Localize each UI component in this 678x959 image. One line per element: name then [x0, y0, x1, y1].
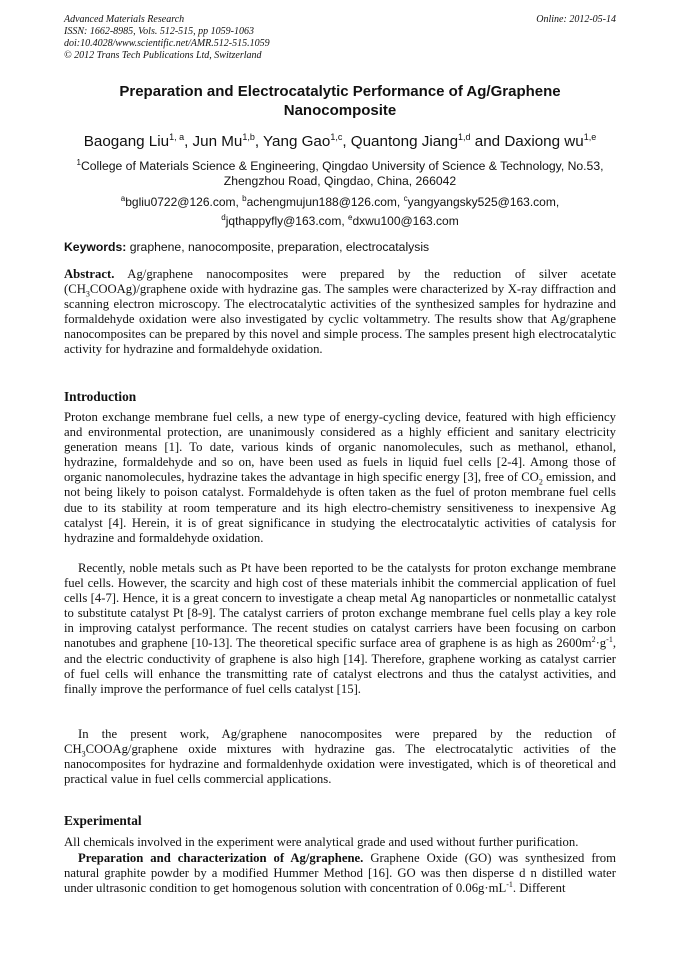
keywords-text: graphene, nanocomposite, preparation, electrocatalysis [129, 240, 430, 254]
email-mark: e [348, 213, 353, 222]
abstract-subscript: 3 [85, 289, 90, 299]
email-link[interactable]: achengmujun188@126.com [246, 195, 397, 209]
author-name: Quantong Jiang [350, 133, 459, 151]
experimental-paragraph-2 [64, 851, 616, 896]
journal-issn: ISSN: 1662-8985, Vols. 512-515, pp 1059-1063 [64, 26, 254, 37]
journal-header [64, 14, 616, 62]
author-affil-mark: 1, a [169, 132, 185, 142]
author-list [40, 127, 640, 152]
journal-copyright: © 2012 Trans Tech Publications Ltd, Switzerland [64, 50, 262, 61]
author-affil-mark: 1,d [458, 132, 471, 142]
abstract-label: Abstract. [64, 267, 115, 281]
author-separator: , [184, 133, 193, 151]
paragraph-text: Proton exchange membrane fuel cells, a new type of energy-cycling device, featured with high efficiency and environmental protection, are unanimously considered as a highly efficient and sanitary electricity generation means [1]. To date, various kinds of organic nanomolecules, such as methanol, ethanol, hydrazine, formaldehyde and so on, have been used as fuels in liquid fuel cells [2-4]. Among those of organic nanomolecules, hydrazine takes the advantage in high specific energy [3], free of CO [64, 410, 616, 485]
affiliation-text: College of Materials Science & Engineering, Qingdao University of Science & Technology, No.53, Zhengzhou Road, Qingdao, China, 266042 [80, 159, 604, 189]
paragraph-superscript: -1 [506, 879, 513, 889]
paragraph-text: Recently, noble metals such as Pt have been reported to be the catalysts for proton exchange membrane fuel cells. However, the scarcity and high cost of these materials inhibit the commercial application of fuel cells [4-7]. Hence, it is a great concern to investigate a cheap metal Ag nanoparticles or nonmetallic catalyst to substitute catalyst Pt [8-9]. The catalyst carriers of proton exchange membrane fuel cells play a key role in improving catalyst performance. The recent studies on catalyst carriers have been focusing on carbon nanotubes and graphene [10-13]. The theoretical specific surface area of graphene is as high as 2600m [64, 561, 616, 651]
email-link[interactable]: dxwu100@163.com [352, 214, 459, 228]
paragraph-superscript: -1 [606, 635, 613, 645]
experimental-paragraph-1: All chemicals involved in the experiment were analytical grade and used without further purification. [64, 835, 579, 849]
introduction-paragraph-3 [64, 727, 616, 787]
paragraph-text: ·g [595, 636, 607, 651]
author-separator: , [254, 133, 264, 151]
email-link[interactable]: yangyangsky525@163.com [407, 195, 556, 209]
abstract-text: COOAg)/graphene oxide with hydrazine gas. The samples were characterized by X-ray diffraction and scanning electron microscopy. The electrocatalytic activities of the synthesized samples for hydrazine and formaldehyde oxidation were also investigated by cyclic voltammetry. The results show that Ag/graphene nanocomposites can be prepared by this novel and simple process. The samples present high electrocatalytic activity for hydrazine and formaldehyde oxidation. [64, 282, 616, 357]
section-heading-experimental: Experimental [64, 813, 142, 828]
email-list: $^a$bgliu0722@126.com, $^b$achengmujun188@126.com, $^c$yangyangsky525@163.com, $^d$jqthappyfly@163.com, $^e$dxwu100@163.com [120, 194, 560, 228]
author-affil-mark: 1,e [583, 132, 597, 142]
author-affil-mark: 1,c [330, 132, 343, 142]
affiliation-mark: 1 [76, 158, 81, 167]
email-mark: c [403, 194, 408, 203]
online-date: Online: 2012-05-14 [536, 14, 616, 25]
email-link[interactable]: jqthappyfly@163.com [225, 214, 342, 228]
journal-name: Advanced Materials Research [64, 14, 185, 25]
paragraph-superscript: 2 [591, 635, 596, 645]
author-separator: , [342, 133, 351, 151]
keywords [64, 240, 616, 255]
author-name: Daxiong wu [504, 133, 584, 151]
journal-doi: doi:10.4028/www.scientific.net/AMR.512-515.1059 [64, 38, 270, 49]
author-name: Baogang Liu [83, 133, 170, 151]
paragraph-text: emission, and not being likely to poison catalyst. Formaldehyde is often taken as the fuel of proton membrane fuel cells due to its stability at room temperature and its high electro-chemistry sensitiveness to inexpensive Ag catalyst [4]. Herein, it is of great significance in studying the electrocatalytic activities of catalysis for hydrazine and formaldehyde oxidation. [64, 470, 616, 545]
email-mark: b [242, 194, 247, 203]
paragraph-subscript: 3 [81, 749, 86, 759]
author-name: Jun Mu [192, 133, 243, 151]
keywords-label: Keywords: [64, 240, 127, 254]
paragraph-subscript: 2 [538, 477, 543, 487]
subsection-label: Preparation and characterization of Ag/graphene. [78, 851, 364, 865]
author-affil-mark: 1,b [242, 132, 255, 142]
paragraph-text: , and the electric conductivity of graphene is also high [14]. Therefore, graphene working as catalyst carrier of fuel cells will enhance the transmitting rate of catalyst electrons and thus the catalyst activities, and finally improve the performance of fuel cells catalyst [15]. [64, 636, 616, 696]
author-and: and [470, 133, 505, 151]
affiliation [60, 155, 620, 189]
introduction-paragraph-1 [64, 410, 616, 546]
paper-title: Preparation and Electrocatalytic Performance of Ag/Graphene Nanocomposite [119, 83, 561, 119]
email-mark: d [221, 213, 226, 222]
section-heading-introduction: Introduction [64, 389, 137, 404]
email-mark: a [120, 194, 126, 203]
abstract-text: Ag/graphene nanocomposites were prepared by the reduction of silver acetate (CH [64, 267, 616, 297]
abstract [64, 267, 616, 358]
email-link[interactable]: bgliu0722@126.com [125, 195, 236, 209]
paragraph-text: In the present work, Ag/graphene nanocomposites were prepared by the reduction of CH [64, 727, 616, 757]
author-name: Yang Gao [263, 133, 331, 151]
paragraph-text: Graphene Oxide (GO) was synthesized from natural graphite powder by a modified Hummer Method [16]. GO was then disperse d n distilled water under ultrasonic condition to get homogenous solution with concentration of 0.06g·mL [64, 851, 616, 896]
introduction-paragraph-2 [64, 561, 616, 697]
paragraph-text: . Different [512, 881, 566, 896]
paragraph-text: COOAg/graphene oxide mixtures with hydrazine gas. The electrocatalytic activities of the nanocomposites for hydrazine and formaldenhyde oxidation were investigated, which is of theoretical and practical value in fuel cells commercial applications. [64, 742, 616, 787]
